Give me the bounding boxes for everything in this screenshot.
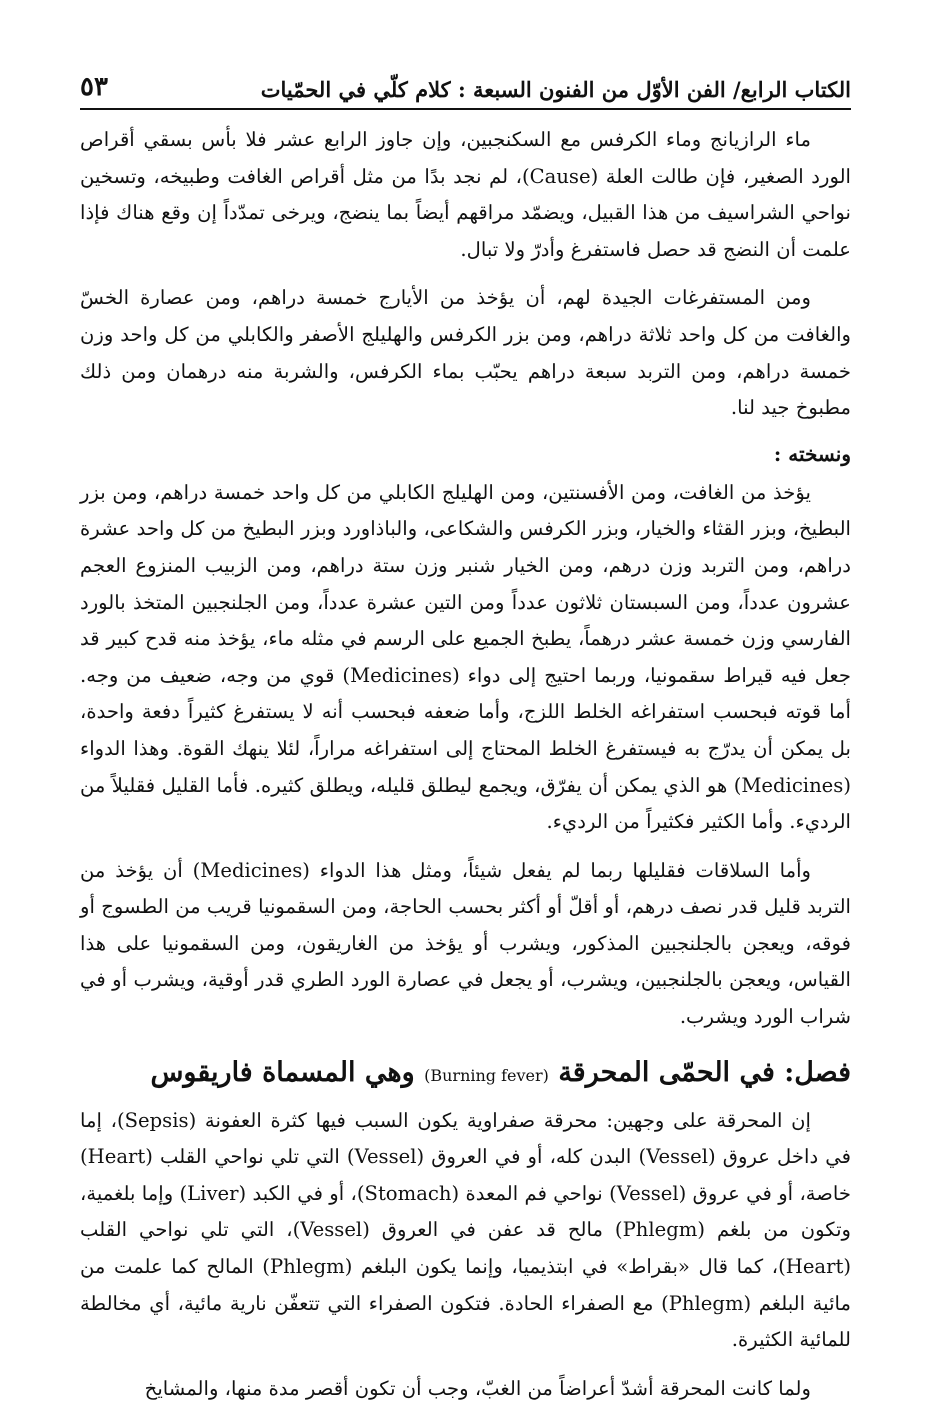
page-header <box>80 58 851 102</box>
section-heading-title: فصل: في الحمّى المحرقة <box>558 1056 851 1088</box>
header-rule <box>80 108 851 110</box>
paragraph: وأما السلاقات فقليلها ربما لم يفعل شيئاً، ومثل هذا الدواء (Medicines) أن يؤخذ من التربد قليل قدر نصف درهم، أو أقلّ أو أكثر بحسب الحاجة، ومن السقمونيا قريب من الطسوج أو فوقه، ويعجن بالجلنجبين المذكور، ويشرب أو يؤخذ من الغاريقون، ومن السقمونيا على هذا القياس، ويعجن بالجلنجبين، ويشرب، أو يجعل في عصارة الورد الطري قدر أوقية، ويشرب أو في شراب الورد ويشرب. <box>80 858 851 1029</box>
paragraph: إن المحرقة على وجهين: محرقة صفراوية يكون السبب فيها كثرة العفونة (Sepsis)، إما في داخل عروق (Vessel) البدن كله، أو في العروق (Vessel) التي تلي نواحي القلب (Heart) خاصة، أو في عروق (Vessel) نواحي فم المعدة (Stomach)، أو في الكبد (Liver) وإما بلغمية، وتكون من بلغم (Phlegm) مالح قد عفن في العروق (Vessel)، التي تلي نواحي القلب (Heart)، كما قال «بقراط» في ابتذيميا، وإنما يكون البلغم (Phlegm) المالح كما علمت من مائية البلغم (Phlegm) مع الصفراء الحادة. فتكون الصفراء التي تتعفّن نارية مائية، أي مخالطة للمائية الكثيرة. <box>80 1108 852 1352</box>
paragraph: ماء الرازيانج وماء الكرفس مع السكنجبين، وإن جاوز الرابع عشر فلا بأس بسقي أقراص الورد الصغير، فإن طالت العلة (Cause)، لم نجد بدًا من مثل أقراص الغافت وطبيخه، وتسخين نواحي الشراسيف من هذا القبيل، ويضمّد مراقهم أيضاً بما ينضج، ويرخى تمدّداً إن وقع هناك فإذا علمت أن النضج قد حصل فاستفرغ وأدرّ ولا تبال. <box>80 128 852 261</box>
paragraph: ومن المستفرغات الجيدة لهم، أن يؤخذ من الأيارج خمسة دراهم، ومن عصارة الخسّ والغافت من كل واحد ثلاثة دراهم، ومن بزر الكرفس والهليلج الأصفر والكابلي من كل واحد وزن خمسة دراهم، ومن التربد سبعة دراهم يحبّب بماء الكرفس، والشربة منه درهمان ومن ذلك مطبوخ جيد لنا. <box>80 286 851 420</box>
running-head: الكتاب الرابع/ الفن الأوّل من الفنون السبعة : كلام كلّي في الحمّيات <box>260 77 851 102</box>
section-heading-english-term: (Burning fever) <box>424 1065 549 1085</box>
paragraph: ولما كانت المحرقة أشدّ أعراضاً من الغبّ، وجب أن تكون أقصر مدة منها، والمشايخ <box>144 1376 811 1400</box>
section-heading-subtitle: وهي المسماة فاريقوس <box>150 1056 415 1088</box>
paragraph: يؤخذ من الغافت، ومن الأفسنتين، ومن الهليلج الكابلي من كل واحد خمسة دراهم، ومن بزر البطيخ، وبزر القثاء والخيار، وبزر الكرفس والشكاعى، والباذاورد وبزر البطيخ من كل واحد عشرة دراهم، ومن التربد وزن درهم، ومن الخيار شنبر وزن ستة دراهم، ومن الزبيب المنزوع العجم عشرون عدداً، ومن السبستان ثلاثون عدداً ومن التين عشرة عدداً، ومن الجلنجبين المتخذ بالورد الفارسي وزن خمسة عشر درهماً، يطبخ الجميع على الرسم في مثله ماء، يؤخذ منه قدح كبير قد جعل فيه قيراط سقمونيا، وربما احتيج إلى دواء (Medicines) قوي من وجه، ضعيف من وجه. أما قوته فبحسب استفراغه الخلط اللزج، وأما ضعفه فبحسب أنه لا يستفرغ كثيراً دفعة واحدة، بل يمكن أن يدرّج به فيستفرغ الخلط المحتاج إلى استفراغه مراراً، لئلا ينهك القوة. وهذا الدواء (Medicines) هو الذي يمكن أن يفرّق، ويجمع ليطلق قليله، ويطلق كثيره. فأما القليل فقليلاً من الرديء. وأما الكثير فكثيراً من الرديء. <box>80 480 851 834</box>
page-body <box>80 122 851 1407</box>
section-heading <box>80 1050 851 1099</box>
recipe-subheading: ونسخته : <box>773 441 851 466</box>
page-number: ٥٣ <box>80 72 108 102</box>
